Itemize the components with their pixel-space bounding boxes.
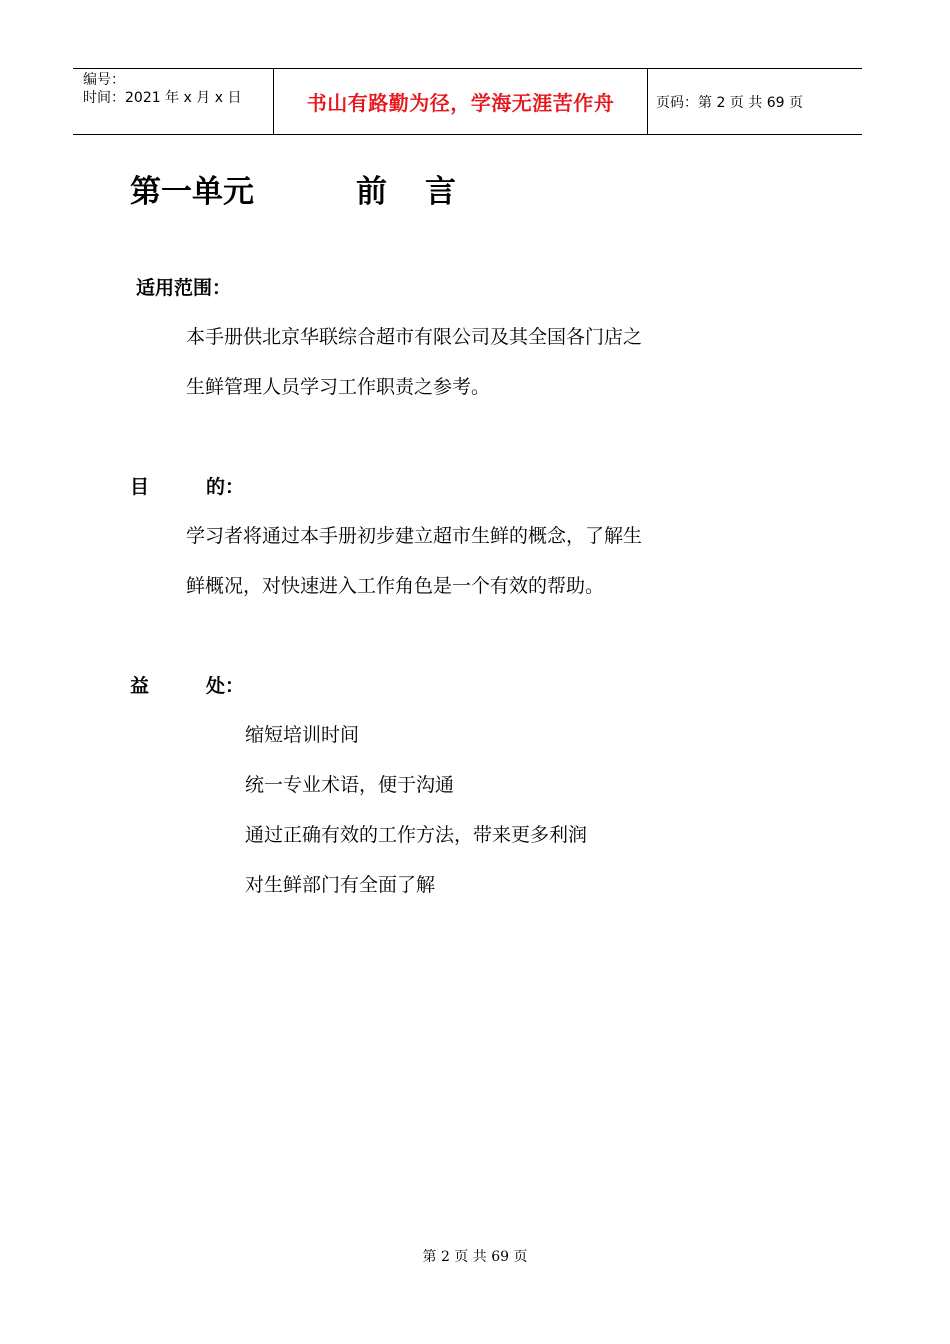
page-footer: 第 2 页 共 69 页 [422,1249,528,1265]
header-page-cell [648,69,862,134]
header-motto-cell [274,69,648,134]
purpose-line-2: 鲜概况，对快速进入工作角色是一个有效的帮助。 [186,575,605,597]
purpose-heading-first: 目 [130,476,150,498]
header-motto: 书山有路勤为径，学海无涯苦作舟 [306,91,615,115]
benefit-item: 对生鲜部门有全面了解 [245,874,436,896]
purpose-heading-second: 的： [206,476,245,498]
benefit-item: 缩短培训时间 [245,724,360,746]
page-header [73,68,862,135]
scope-line-2: 生鲜管理人员学习工作职责之参考。 [186,376,491,398]
unit-title: 第一单元 [130,174,254,210]
benefit-item: 统一专业术语，便于沟通 [245,774,455,796]
scope-line-1: 本手册供北京华联综合超市有限公司及其全国各门店之 [186,326,643,348]
benefit-item: 通过正确有效的工作方法，带来更多利润 [245,824,588,846]
benefit-heading-first: 益 [130,675,150,697]
unit-name: 前言 [356,174,494,210]
header-time-label: 时间：2021 年 x 月 x 日 [83,90,242,106]
header-number-label: 编号： [83,72,125,88]
header-info-cell [73,69,274,134]
header-page-code: 页码：第 2 页 共 69 页 [656,94,803,111]
purpose-line-1: 学习者将通过本手册初步建立超市生鲜的概念，了解生 [186,525,643,547]
scope-heading: 适用范围： [136,277,232,299]
benefit-heading-second: 处： [206,675,245,697]
